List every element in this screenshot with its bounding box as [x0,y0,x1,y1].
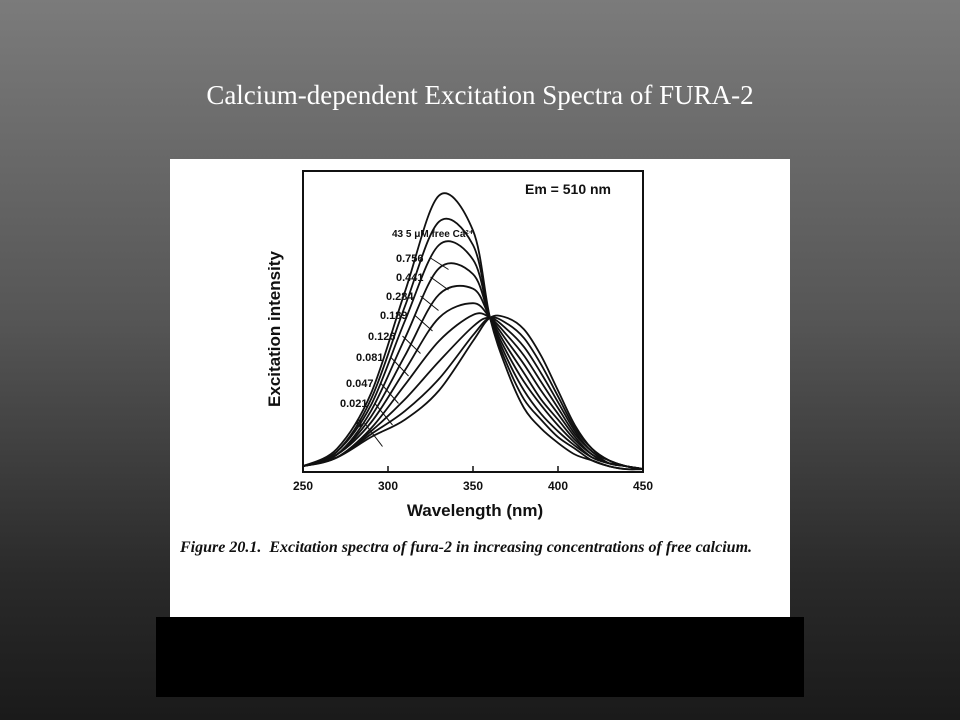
excitation-spectra-chart [170,159,790,537]
curve-label-3: 0.284 [386,291,414,303]
curve-label-4: 0.189 [380,310,408,322]
spectrum-line-7 [303,241,643,469]
x-tick-label-2: 350 [462,479,484,493]
curve-label-6: 0.081 [356,352,384,364]
spectrum-line-8 [303,219,643,470]
x-axis-ticks [293,466,653,493]
slide-title: Calcium-dependent Excitation Spectra of FURA-2 [206,80,754,110]
curve-label-7: 0.047 [346,378,374,390]
emission-annotation: Em = 510 nm [525,181,611,197]
figure-panel [170,159,790,617]
curve-label-0: 43 5 μM free Ca²⁺ [392,229,474,240]
figure-number: Figure 20.1. [180,539,262,556]
leader-line-5 [403,336,421,354]
figure-caption [180,537,780,558]
y-axis-label: Excitation intensity [265,251,284,407]
caption-text: Excitation spectra of fura-2 in increasing concentrations of free calcium. [269,539,753,556]
curve-label-2: 0.441 [396,272,424,284]
x-tick-label-0: 250 [292,479,314,493]
curve-label-5: 0.126 [368,331,396,343]
curve-label-8: 0.021 [340,398,368,410]
x-tick-label-4: 450 [632,479,654,493]
x-tick-label-3: 400 [547,479,569,493]
curve-label-9: 0 [356,418,363,430]
x-axis-label: Wavelength (nm) [406,501,544,520]
leader-line-2 [431,277,449,290]
black-band [156,617,804,697]
x-tick-label-1: 300 [377,479,399,493]
curve-labels [340,229,474,447]
curve-label-1: 0.756 [396,253,424,265]
